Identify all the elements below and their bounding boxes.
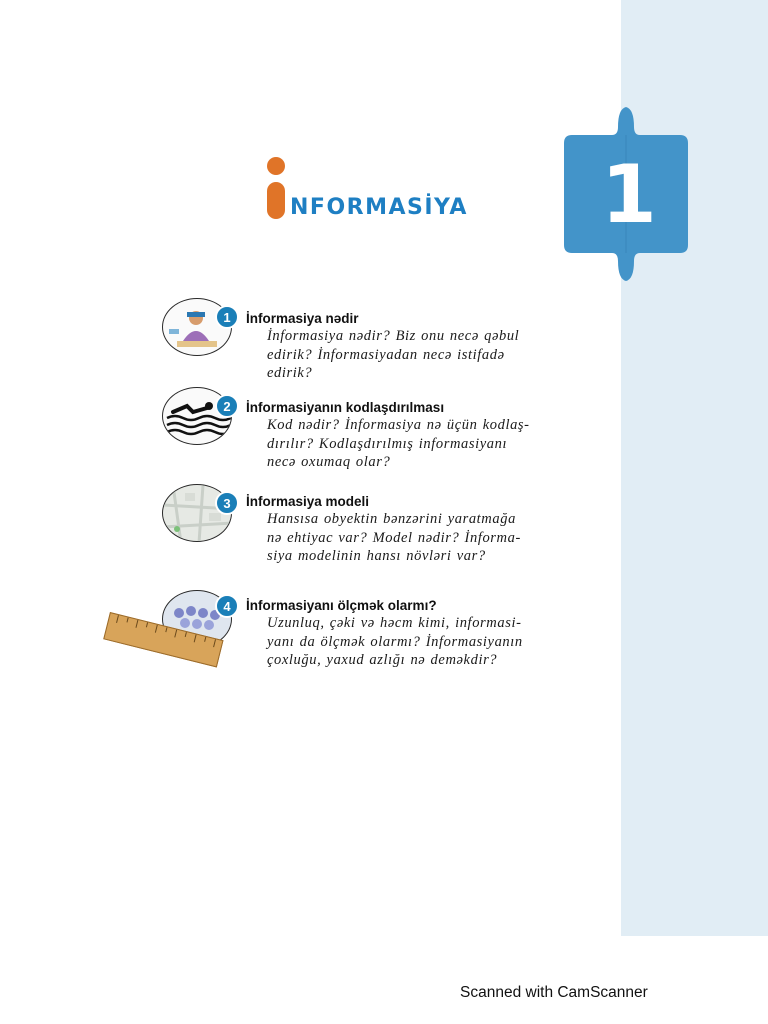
topic-description: İnformasiya nədir? Biz onu necə qəbul edirik? İnformasiyadan necə istifadə edirik? [267,328,520,381]
topic-number-badge: 2 [215,394,239,418]
topic-description: Hansısa obyektin bənzərini yaratmağa nə ehtiyac var? Model nədir? İnforma- siya modelinin hansı növləri var? [267,511,521,564]
topic-title: İnformasiyanın kodlaşdırılması [246,400,445,415]
title-initial-letter [266,157,286,220]
chapter-title-text: NFORMASİYA [290,195,468,220]
topic-title: İnformasiyanı ölçmək olarmı? [246,598,437,613]
topic-description: Kod nədir? İnformasiya nə üçün kodlaş- dırılır? Kodlaşdırılmış informasiyanı necə oxumaq olar? [267,417,530,470]
topic-number-badge: 4 [215,594,239,618]
scanner-watermark: Scanned with CamScanner [460,984,648,1001]
topic-number-badge: 3 [215,491,239,515]
topic-description: Uzunluq, çəki və həcm kimi, informasi- yanı da ölçmək olarmı? İnformasiyanın çoxluğu, yaxud azlığı nə deməkdir? [267,615,523,668]
chapter-number: 1 [601,147,657,241]
topic-number-badge: 1 [215,305,239,329]
chapter-badge [562,105,690,283]
topic-title: İnformasiya nədir [246,311,359,326]
topic-title: İnformasiya modeli [246,494,370,509]
chapter-title [266,150,468,220]
